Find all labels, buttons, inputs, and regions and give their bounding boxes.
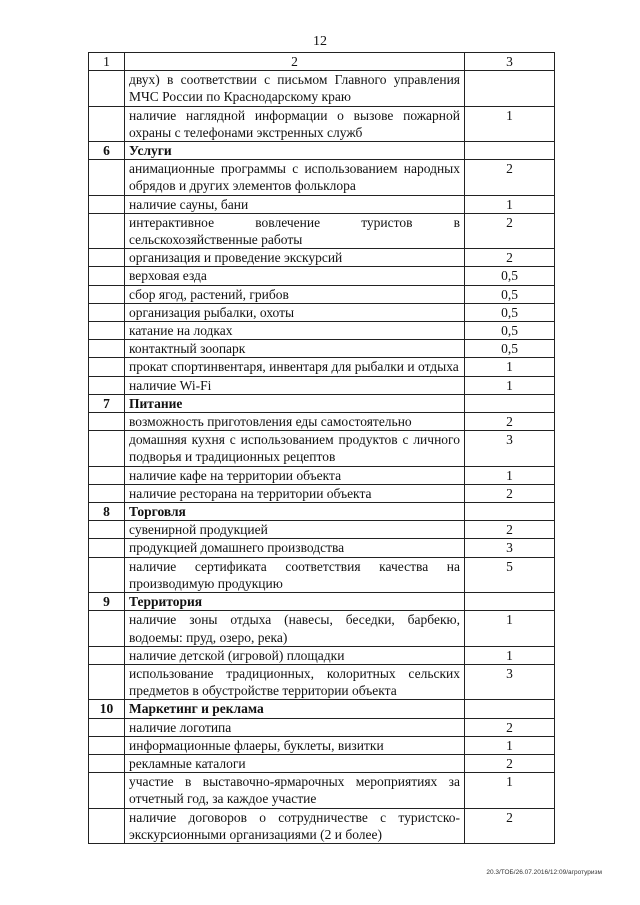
table-row — [89, 303, 555, 321]
row-text: наличие сертификата соответствия качества на производимую продукцию — [125, 557, 465, 592]
row-text: верховая езда — [125, 267, 465, 285]
table-row — [89, 267, 555, 285]
row-number — [89, 773, 125, 808]
row-text: Торговля — [125, 503, 465, 521]
row-text: возможность приготовления еды самостоятельно — [125, 413, 465, 431]
row-score: 0,5 — [465, 303, 555, 321]
table-row — [89, 808, 555, 843]
table-row — [89, 557, 555, 592]
row-number — [89, 213, 125, 248]
row-number — [89, 557, 125, 592]
row-text: анимационные программы с использованием народных обрядов и других элементов фольклора — [125, 160, 465, 195]
row-number — [89, 71, 125, 106]
section-row — [89, 503, 555, 521]
row-text: участие в выставочно-ярмарочных мероприятиях за отчетный год, за каждое участие — [125, 773, 465, 808]
row-number: 7 — [89, 394, 125, 412]
row-score — [465, 503, 555, 521]
table-row — [89, 754, 555, 772]
section-row — [89, 394, 555, 412]
row-score: 3 — [465, 664, 555, 699]
row-number — [89, 664, 125, 699]
row-number — [89, 340, 125, 358]
row-score: 2 — [465, 249, 555, 267]
section-row — [89, 593, 555, 611]
row-text: наличие ресторана на территории объекта — [125, 484, 465, 502]
row-score: 5 — [465, 557, 555, 592]
table-row — [89, 106, 555, 141]
row-score: 2 — [465, 808, 555, 843]
row-text: наличие Wi-Fi — [125, 376, 465, 394]
row-score: 1 — [465, 611, 555, 646]
table-row — [89, 736, 555, 754]
table-row — [89, 213, 555, 248]
row-score: 1 — [465, 358, 555, 376]
row-text: наличие договоров о сотрудничестве с туристско-экскурсионными организациями (2 и более) — [125, 808, 465, 843]
row-score: 2 — [465, 484, 555, 502]
table-row — [89, 71, 555, 106]
row-number — [89, 358, 125, 376]
row-score: 1 — [465, 466, 555, 484]
table-row — [89, 484, 555, 502]
row-number — [89, 611, 125, 646]
row-text: двух) в соответствии с письмом Главного управления МЧС России по Краснодарскому краю — [125, 71, 465, 106]
row-text: наличие сауны, бани — [125, 195, 465, 213]
section-row — [89, 700, 555, 718]
row-score — [465, 700, 555, 718]
table-row — [89, 322, 555, 340]
row-score: 1 — [465, 106, 555, 141]
row-number — [89, 249, 125, 267]
table-row — [89, 376, 555, 394]
table-row — [89, 358, 555, 376]
table-row — [89, 539, 555, 557]
row-number: 8 — [89, 503, 125, 521]
row-text: Услуги — [125, 142, 465, 160]
row-text: интерактивное вовлечение туристов в сельскохозяйственные работы — [125, 213, 465, 248]
table-row — [89, 521, 555, 539]
row-score: 2 — [465, 413, 555, 431]
table-row — [89, 160, 555, 195]
row-score: 2 — [465, 718, 555, 736]
row-number — [89, 736, 125, 754]
table-row — [89, 773, 555, 808]
row-number — [89, 539, 125, 557]
row-score — [465, 142, 555, 160]
document-footer-code: 20.3/ТОБ/26.07.2016/12:09/агротуризм — [486, 869, 602, 876]
row-score — [465, 71, 555, 106]
row-score: 0,5 — [465, 267, 555, 285]
row-score: 0,5 — [465, 322, 555, 340]
row-score: 3 — [465, 539, 555, 557]
table-row — [89, 431, 555, 466]
row-number — [89, 484, 125, 502]
row-score: 3 — [465, 431, 555, 466]
row-score: 1 — [465, 646, 555, 664]
row-score: 2 — [465, 160, 555, 195]
row-number: 10 — [89, 700, 125, 718]
table-row — [89, 611, 555, 646]
table-row — [89, 646, 555, 664]
row-score: 1 — [465, 773, 555, 808]
row-score: 1 — [465, 736, 555, 754]
row-text: катание на лодках — [125, 322, 465, 340]
row-text: продукцией домашнего производства — [125, 539, 465, 557]
table-header-row — [89, 53, 555, 71]
row-score — [465, 593, 555, 611]
row-number — [89, 285, 125, 303]
row-text: сувенирной продукцией — [125, 521, 465, 539]
row-text: наличие логотипа — [125, 718, 465, 736]
row-text: организация и проведение экскурсий — [125, 249, 465, 267]
row-number — [89, 195, 125, 213]
row-score: 1 — [465, 376, 555, 394]
row-text: домашняя кухня с использованием продуктов с личного подворья и традиционных рецептов — [125, 431, 465, 466]
row-score — [465, 394, 555, 412]
row-text: Маркетинг и реклама — [125, 700, 465, 718]
row-number — [89, 322, 125, 340]
row-text: информационные флаеры, буклеты, визитки — [125, 736, 465, 754]
row-text: контактный зоопарк — [125, 340, 465, 358]
row-score: 0,5 — [465, 340, 555, 358]
row-number — [89, 160, 125, 195]
table-row — [89, 340, 555, 358]
row-text: использование традиционных, колоритных сельских предметов в обустройстве территории объекта — [125, 664, 465, 699]
table-row — [89, 413, 555, 431]
page-number: 12 — [313, 34, 327, 49]
row-text: организация рыбалки, охоты — [125, 303, 465, 321]
header-col-1: 1 — [89, 53, 125, 71]
row-text: рекламные каталоги — [125, 754, 465, 772]
table-row — [89, 249, 555, 267]
row-score: 0,5 — [465, 285, 555, 303]
row-number — [89, 754, 125, 772]
row-number — [89, 718, 125, 736]
row-number — [89, 646, 125, 664]
row-number — [89, 267, 125, 285]
row-number — [89, 521, 125, 539]
section-row — [89, 142, 555, 160]
table-row — [89, 285, 555, 303]
header-col-3: 3 — [465, 53, 555, 71]
criteria-table — [88, 52, 555, 844]
row-score: 2 — [465, 213, 555, 248]
row-text: наличие детской (игровой) площадки — [125, 646, 465, 664]
row-number — [89, 303, 125, 321]
table-row — [89, 664, 555, 699]
row-number — [89, 466, 125, 484]
row-text: наличие зоны отдыха (навесы, беседки, барбекю, водоемы: пруд, озеро, река) — [125, 611, 465, 646]
header-col-2: 2 — [125, 53, 465, 71]
row-text: наличие наглядной информации о вызове пожарной охраны с телефонами экстренных служб — [125, 106, 465, 141]
row-number — [89, 376, 125, 394]
row-number: 6 — [89, 142, 125, 160]
table-row — [89, 195, 555, 213]
row-number — [89, 106, 125, 141]
row-text: наличие кафе на территории объекта — [125, 466, 465, 484]
row-text: прокат спортинвентаря, инвентаря для рыбалки и отдыха — [125, 358, 465, 376]
table-row — [89, 466, 555, 484]
row-text: Питание — [125, 394, 465, 412]
table-row — [89, 718, 555, 736]
row-score: 2 — [465, 754, 555, 772]
row-number — [89, 431, 125, 466]
row-score: 1 — [465, 195, 555, 213]
row-number: 9 — [89, 593, 125, 611]
row-text: Территория — [125, 593, 465, 611]
row-score: 2 — [465, 521, 555, 539]
row-number — [89, 413, 125, 431]
row-text: сбор ягод, растений, грибов — [125, 285, 465, 303]
row-number — [89, 808, 125, 843]
